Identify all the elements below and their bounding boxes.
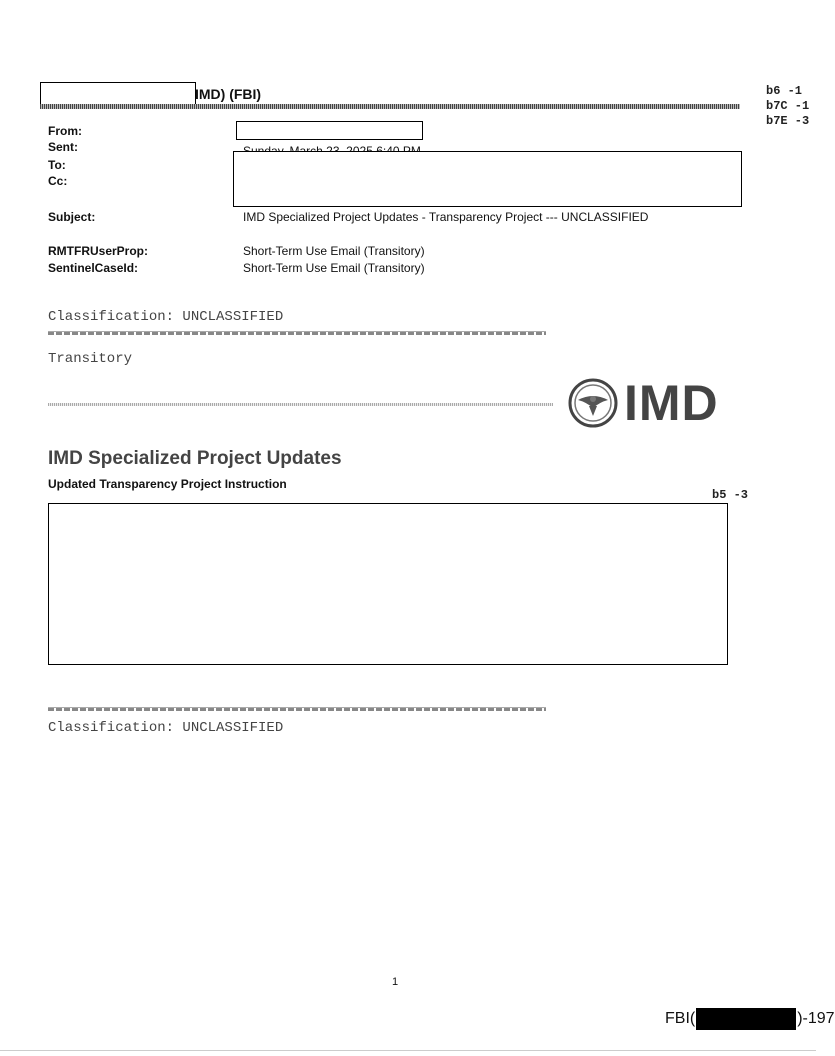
header-sender-name: IMD) (FBI): [195, 86, 262, 102]
redaction-box-body: [48, 503, 728, 665]
exemption-code: b7C -1: [766, 99, 810, 113]
sentinel-label: SentinelCaseId:: [48, 261, 139, 275]
exemption-code-b5: b5 -3: [712, 488, 749, 502]
to-label: To:: [48, 158, 66, 172]
classification-banner-bottom: Classification: UNCLASSIFIED: [48, 720, 284, 736]
logo-divider: [48, 403, 553, 406]
cc-label: Cc:: [48, 174, 68, 188]
rmt-value: Short-Term Use Email (Transitory): [243, 244, 425, 258]
redaction-box-from: [236, 121, 423, 140]
exemption-code: b6 -1: [766, 84, 803, 98]
redaction-box-header-name: [40, 82, 196, 106]
redaction-box-recipients: [233, 151, 742, 207]
header-divider: [40, 104, 740, 109]
classification-banner-top: Classification: UNCLASSIFIED: [48, 309, 284, 325]
imd-logo-text: IMD: [624, 375, 719, 431]
bates-number: [665, 1008, 835, 1030]
exemption-code: b7E -3: [766, 114, 810, 128]
section-title: IMD Specialized Project Updates: [48, 448, 342, 469]
separator-line-top: [48, 331, 546, 335]
section-subtitle: Updated Transparency Project Instruction: [48, 477, 287, 491]
from-label: From:: [48, 124, 82, 138]
subject-label: Subject:: [48, 210, 96, 224]
redaction-bar-bates: [696, 1008, 796, 1030]
seal-icon: [568, 378, 618, 428]
bates-prefix: FBI(: [665, 1010, 696, 1027]
transitory-label: Transitory: [48, 351, 133, 367]
subject-value: IMD Specialized Project Updates - Transparency Project --- UNCLASSIFIED: [243, 210, 649, 224]
bates-suffix: )-197: [797, 1010, 835, 1027]
sent-value: [243, 142, 421, 151]
sentinel-value: Short-Term Use Email (Transitory): [243, 261, 425, 275]
page-number: 1: [392, 976, 399, 988]
sent-label: Sent:: [48, 140, 78, 154]
separator-line-bottom: [48, 707, 546, 711]
exemption-codes: [766, 84, 809, 129]
imd-logo: [568, 375, 719, 431]
page-bottom-edge: [0, 1050, 816, 1051]
rmt-label: RMTFRUserProp:: [48, 244, 149, 258]
